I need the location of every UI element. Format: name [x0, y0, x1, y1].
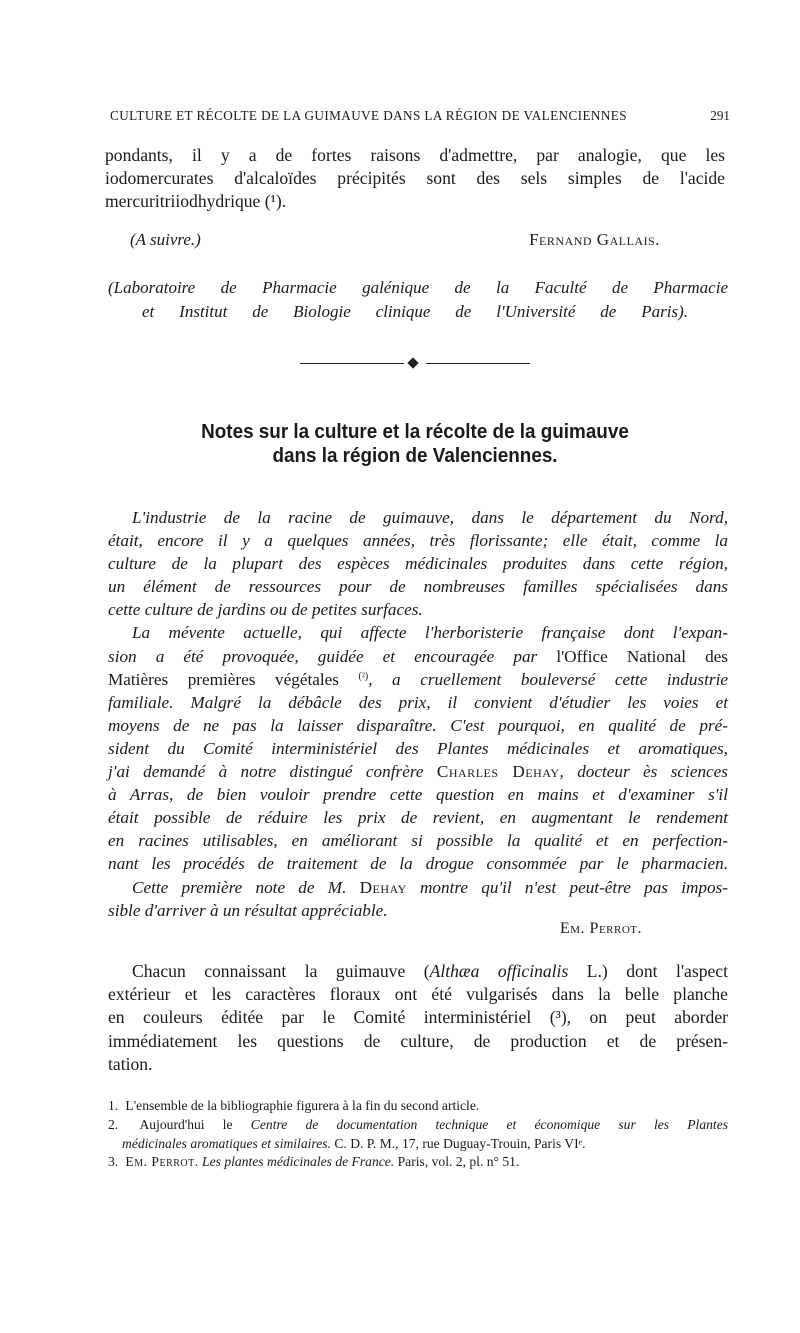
main-text: Chacun connaissant la guimauve (	[132, 961, 430, 981]
footnote-author: Em. Perrot.	[125, 1154, 199, 1170]
opening-line-3: mercuritriiodhydrique (¹).	[105, 191, 287, 211]
footnote-italic: Les plantes médicinales de France.	[202, 1154, 395, 1170]
footnote-1	[108, 1097, 728, 1116]
article-title	[134, 420, 695, 468]
affiliation-line-2: et Institut de Biologie clinique de l'Université de Paris).	[142, 302, 688, 321]
footnote-text: Paris, vol. 2, pl. n° 51.	[397, 1154, 520, 1170]
continuation-row	[130, 230, 660, 250]
preface-line: un élément de ressources pour de nombreuses familles spécialisées dans	[108, 577, 728, 597]
footnote-3	[108, 1153, 728, 1172]
footnote-line	[108, 1153, 728, 1172]
footnote-text: Aujourd'hui le	[139, 1116, 233, 1132]
article-title-line-1: Notes sur la culture et la récolte de la guimauve	[201, 420, 629, 443]
to-be-continued-note: (A suivre.)	[130, 230, 201, 249]
opening-line-1: pondants, il y a de fortes raisons d'admettre, par analogie, que les	[105, 145, 725, 165]
page-number: 291	[710, 108, 730, 123]
preface-line: moyens de ne pas la laisser disparaître. C'est pourquoi, en qualité de pré-	[108, 715, 728, 735]
footnote-italic: médicinales aromatiques et similaires.	[122, 1135, 331, 1151]
preface-line	[108, 876, 728, 899]
opening-line-2: iodomercurates d'alcaloïdes précipités sont des sels simples de l'acide	[105, 168, 725, 188]
preface-text: j'ai demandé à notre distingué confrère	[108, 762, 424, 782]
footnote-italic: Centre de documentation technique et économique sur les Plantes	[250, 1116, 729, 1132]
preface-line: en racines utilisables, en améliorant si possible la qualité et en perfection-	[108, 831, 728, 851]
preface-line	[108, 668, 728, 691]
preface-text: sion a été provoquée, guidée et encouragée par	[108, 646, 538, 666]
preface-paragraph	[108, 506, 728, 922]
diamond-ornament-icon	[407, 357, 418, 368]
footnote-number: 2.	[108, 1116, 119, 1132]
preface-text: montre qu'il n'est peut-être pas impos-	[419, 877, 729, 897]
main-line: tation.	[108, 1053, 153, 1074]
affiliation	[108, 276, 728, 324]
office-name: l'Office National des	[556, 646, 728, 666]
person-name: Dehay	[359, 877, 407, 897]
preface-line: culture de la plupart des espèces médicinales produites dans cette région,	[108, 554, 728, 574]
preface-line: L'industrie de la racine de guimauve, dans le département du Nord,	[132, 508, 728, 527]
footnote-number: 1.	[108, 1098, 119, 1113]
species-name: Althæa officinalis	[429, 961, 569, 981]
footnote-2	[108, 1116, 728, 1154]
author-signature: Fernand Gallais.	[529, 230, 660, 249]
person-name: Charles Dehay	[436, 762, 560, 782]
preface-text: , docteur ès sciences	[559, 762, 728, 782]
preface-line: cette culture de jardins ou de petites surfaces.	[108, 600, 423, 620]
footnote-text: C. D. P. M., 17, rue Duguay-Trouin, Paris VIᵉ.	[334, 1135, 586, 1151]
preface-line: sident du Comité interministériel des Plantes médicinales et aromatiques,	[108, 738, 728, 758]
preface-line	[108, 760, 728, 783]
preface-signature: Em. Perrot.	[560, 920, 643, 937]
preface-line: nant les procédés de traitement de la drogue consommée par le pharmacien.	[108, 854, 728, 874]
preface-line: La mévente actuelle, qui affecte l'herboristerie française dont l'expan-	[132, 623, 728, 643]
main-text: L.) dont l'aspect	[568, 961, 728, 981]
footnotes	[108, 1097, 728, 1172]
footnote-line	[108, 1097, 728, 1116]
affiliation-line-1: (Laboratoire de Pharmacie galénique de la Faculté de Pharmacie	[108, 278, 728, 297]
opening-paragraph	[105, 144, 725, 213]
running-head	[110, 108, 730, 124]
separator-rule-right	[426, 363, 530, 364]
preface-line: à Arras, de bien vouloir prendre cette question en mains et d'examiner s'il	[108, 785, 728, 805]
preface-line: était, encore il y a quelques années, très florissante; elle était, comme la	[108, 531, 728, 551]
preface-line: était possible de réduire les prix de revient, en augmentant le rendement	[108, 808, 728, 828]
main-line: extérieur et les caractères floraux ont été vulgarisés dans la belle planche	[108, 984, 728, 1005]
section-separator	[300, 359, 530, 369]
main-line: immédiatement les questions de culture, de production et de présen-	[108, 1030, 728, 1051]
separator-rule-left	[300, 363, 404, 364]
main-line	[108, 960, 728, 983]
preface-line	[108, 645, 728, 668]
preface-line: familiale. Malgré la débâcle des prix, il convient d'étudier les voies et	[108, 692, 728, 712]
footnote-number: 3.	[108, 1154, 119, 1170]
office-name-cont: Matières premières végétales	[108, 669, 339, 689]
footnote-line	[108, 1116, 728, 1135]
article-title-line-2: dans la région de Valenciennes.	[272, 444, 558, 467]
footnote-line	[108, 1135, 728, 1154]
main-paragraph	[108, 960, 728, 1076]
running-head-title: CULTURE ET RÉCOLTE DE LA GUIMAUVE DANS LA RÉGION DE VALENCIENNES	[110, 108, 627, 123]
preface-text: Cette première note de M.	[132, 877, 347, 897]
preface-line: sible d'arriver à un résultat appréciable.	[108, 900, 388, 920]
main-line: en couleurs éditée par le Comité interministériel (³), on peut aborder	[108, 1007, 728, 1028]
preface-text: , a cruellement bouleversé cette industrie	[368, 669, 728, 689]
footnote-ref-2: (²)	[358, 670, 369, 682]
footnote-text: L'ensemble de la bibliographie figurera à la fin du second article.	[125, 1098, 480, 1113]
